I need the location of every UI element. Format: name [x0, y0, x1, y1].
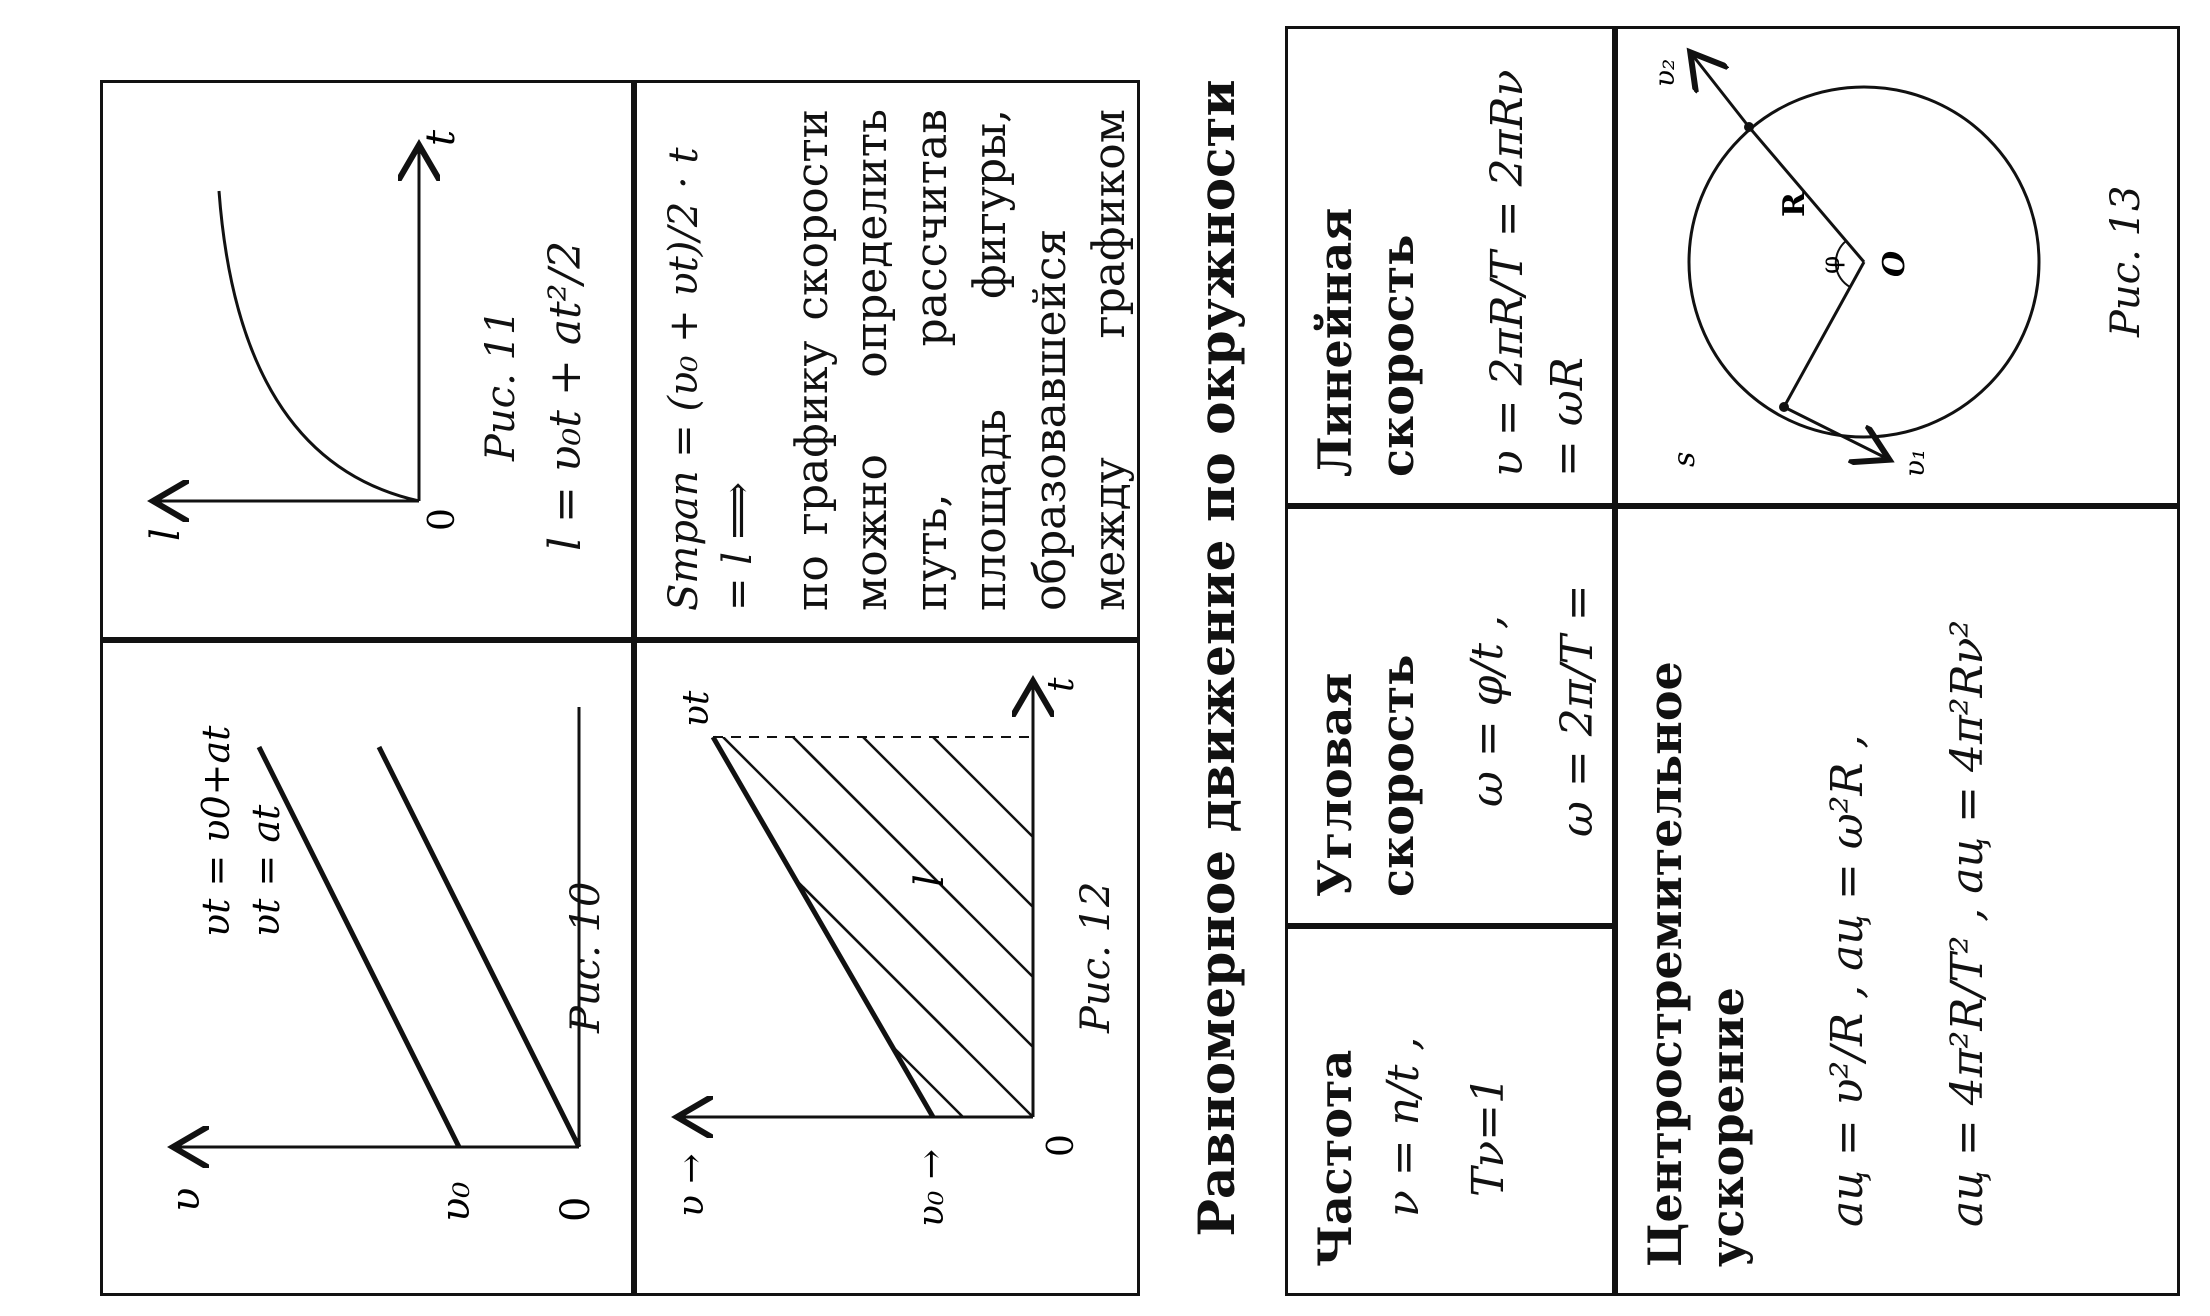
fig12-hatching: [713, 667, 1033, 1117]
centripetal-formula-2: aц = 4π²R/T² , aц = 4π²Rν²: [1941, 619, 1993, 1227]
fig12-caption: Рис. 12: [1073, 881, 1119, 1033]
fig13-label-s: s: [1667, 451, 1702, 467]
fig11-label-t: [418, 129, 459, 146]
fig11-curve: [219, 191, 419, 501]
fig12-label-v: υ →: [671, 1153, 712, 1217]
fig13-vector-v2: [1694, 57, 1749, 127]
fig13-label-v2: υ₂: [1648, 58, 1681, 87]
fig13-graph: [1634, 47, 2074, 477]
fig10-label-v: υ: [163, 1187, 209, 1212]
cell-frequency: [1285, 926, 1615, 1296]
angular-formula-1: ω = φ/t ,: [1462, 614, 1514, 807]
area-paragraph: по графику скорости можно определить путь, рассчитав площадь фигуры, образовавшейся между графиком: [787, 109, 1135, 611]
fig11-label-origin: 0: [422, 508, 459, 531]
fig10-eq1: υt = υ0+at: [194, 725, 238, 937]
frequency-formula-1: ν = n/t ,: [1378, 1036, 1430, 1217]
cell-angular-velocity: [1285, 506, 1615, 926]
fig11-graph: [119, 111, 459, 611]
fig13-point-2: [1744, 122, 1754, 132]
cell-fig11: [100, 80, 634, 640]
fig10-label-v0: υ₀: [433, 1181, 479, 1222]
centripetal-heading: Центростремительное ускорение: [1638, 661, 1755, 1267]
fig12-label-t: t: [1041, 677, 1082, 692]
cell-linear-velocity: [1285, 26, 1615, 506]
fig12-label-area: l: [907, 874, 953, 887]
fig10-caption: Рис. 10: [563, 881, 609, 1033]
fig12-velocity-line: [713, 737, 933, 1117]
fig10-label-origin: 0: [553, 1196, 599, 1222]
fig10-eq2: υt = at: [244, 804, 288, 937]
fig10-line-at: [379, 747, 579, 1147]
fig11-formula: l = υ₀t + at²/2: [540, 240, 592, 551]
fig11-label-l: l: [143, 528, 189, 541]
fig13-point-1: [1779, 402, 1789, 412]
cell-area-text: [634, 80, 1140, 640]
fig10-graph: [119, 667, 619, 1267]
area-formula: Sтрап = (υ₀ + υt)/2 · t = l ⟹: [661, 147, 761, 611]
fig12-label-vt: υt: [676, 690, 717, 727]
fig10-line-v0: [259, 747, 459, 1147]
fig13-label-o: O: [1877, 250, 1912, 277]
frequency-heading: Частота: [1308, 1049, 1362, 1267]
linear-formula: υ = 2πR/T = 2πRν = ωR: [1482, 69, 1593, 477]
cell-fig10: [100, 640, 634, 1296]
frequency-formula-2: Tν=1: [1463, 1076, 1515, 1197]
linear-heading: Линейная скорость: [1308, 207, 1425, 477]
fig13-label-phi: φ: [1816, 255, 1846, 274]
fig13-label-r: R: [1777, 192, 1812, 217]
cell-fig13: [1615, 26, 2180, 506]
fig13-vector-v1: [1784, 407, 1884, 457]
cell-fig12: [634, 640, 1140, 1296]
angular-heading: Угловая скорость: [1308, 654, 1425, 897]
angular-formula-2: ω = 2π/T = 2πν: [1551, 584, 1615, 837]
fig12-graph: [653, 667, 1083, 1267]
fig13-radius-1: [1784, 262, 1864, 407]
fig13-label-v1: υ₁: [1898, 448, 1931, 477]
cell-centripetal: [1615, 506, 2180, 1296]
fig12-label-origin: 0: [1041, 1134, 1082, 1157]
section-title: Равномерное движение по окружности: [1187, 79, 1246, 1237]
fig13-caption: Рис. 13: [2103, 185, 2150, 337]
fig12-label-v0: υ₀ →: [911, 1149, 952, 1227]
fig11-caption: Рис. 11: [478, 309, 525, 461]
centripetal-formula-1: aц = υ²/R , aц = ω²R ,: [1822, 734, 1874, 1227]
